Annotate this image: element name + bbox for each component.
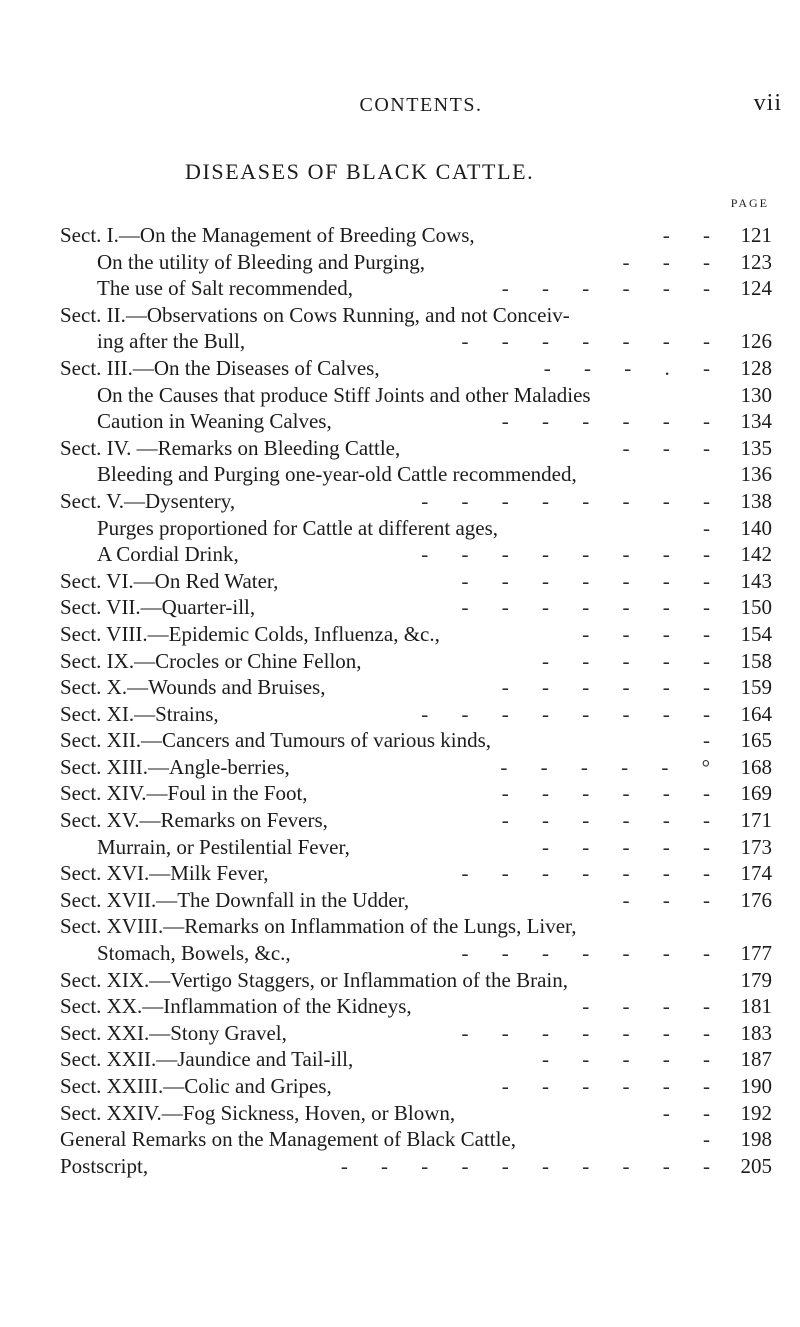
toc-entry-page: 176: [740, 887, 772, 912]
toc-entry: [60, 594, 772, 621]
toc-entry-title: The use of Salt recommended,: [97, 276, 353, 301]
toc-entry-leader: - - - - - -: [501, 781, 724, 806]
toc-entry-leader: - - - -: [582, 994, 724, 1019]
toc-entry-page: 135: [740, 435, 772, 460]
toc-entry-leader: - - - - - - -: [461, 941, 724, 966]
toc-entry-page: 140: [740, 515, 772, 540]
toc-entry: [60, 1073, 772, 1100]
page-folio: vii: [753, 90, 782, 116]
toc-entry-leader: - - - - - - -: [461, 329, 724, 354]
toc-entry-page: 128: [740, 355, 772, 380]
toc-entry: [60, 222, 772, 249]
toc-entry-page: 142: [740, 542, 772, 567]
toc-entry: [60, 275, 772, 302]
toc-entry-leader: - - - - - - -: [461, 1020, 724, 1045]
toc-entry-title: Sect. III.—On the Diseases of Calves,: [60, 355, 380, 380]
toc-entry-title: Caution in Weaning Calves,: [97, 409, 332, 434]
toc-entry-title: Sect. VIII.—Epidemic Colds, Influenza, &c.,: [60, 621, 440, 646]
toc-entry: [60, 382, 772, 409]
toc-entry-title: Sect. II.—Observations on Cows Running, and not Conceiv-: [60, 302, 570, 327]
toc-entry-page: 183: [740, 1020, 772, 1045]
toc-entry-page: 130: [740, 382, 772, 407]
toc-entry-leader: - - - - - - -: [461, 595, 724, 620]
toc-entry: [60, 807, 772, 834]
toc-entry-leader: - - - - - - -: [461, 568, 724, 593]
page-column-label: PAGE: [730, 196, 769, 210]
toc-entry-title: Sect. XXII.—Jaundice and Tail-ill,: [60, 1047, 354, 1072]
toc-entry-page: 174: [740, 861, 772, 886]
toc-entry-leader: - - - - - - -: [461, 861, 724, 886]
toc-entry-leader: - - - - -: [542, 1047, 724, 1072]
toc-entry-page: 154: [740, 621, 772, 646]
toc-entry-title: Sect. XII.—Cancers and Tumours of various kinds,: [60, 728, 492, 753]
toc-entry-page: 143: [740, 568, 772, 593]
toc-entry-title: Sect. XV.—Remarks on Fevers,: [60, 808, 328, 833]
toc-entry-page: 173: [740, 834, 772, 859]
toc-entry-page: 138: [740, 488, 772, 513]
toc-entry-title: General Remarks on the Management of Black Cattle,: [60, 1127, 517, 1152]
toc-entry: [60, 993, 772, 1020]
toc-entry-leader: - - - -: [582, 621, 724, 646]
toc-entry: [60, 834, 772, 861]
toc-entry-title: Sect. XXIII.—Colic and Gripes,: [60, 1074, 332, 1098]
running-head: [60, 90, 782, 124]
toc-entry: [60, 727, 772, 754]
toc-entry-leader: - - -: [622, 249, 724, 274]
toc-entry-leader: - - -: [622, 435, 724, 460]
toc-entry: [60, 1126, 772, 1153]
toc-entry: [60, 1153, 772, 1180]
toc-entry-leader: - - - - - -: [501, 808, 724, 833]
toc-entry: [60, 754, 772, 781]
toc-entry-title: Bleeding and Purging one-year-old Cattle recommended,: [97, 462, 577, 487]
toc-entry-page: 190: [740, 1074, 772, 1098]
toc-entry-title: Sect. XXIV.—Fog Sickness, Hoven, or Blown,: [60, 1100, 456, 1125]
toc-entry-title: Sect. X.—Wounds and Bruises,: [60, 675, 326, 700]
toc-entry-leader: - - - - - -: [501, 409, 724, 434]
toc-entry-page: 179: [740, 967, 772, 992]
toc-entry-leader: - -: [662, 1100, 724, 1125]
toc-entry: [60, 515, 772, 542]
toc-entry-page: 165: [740, 728, 772, 753]
toc-entry-leader: - - - - -: [542, 648, 724, 673]
toc-entry-title: Sect. XI.—Strains,: [60, 701, 219, 726]
toc-entry-leader: - - - - - -: [501, 675, 724, 700]
toc-entry: [60, 488, 772, 515]
toc-entry-title: Sect. I.—On the Management of Breeding Cows,: [60, 223, 475, 247]
toc-entry: [60, 1100, 772, 1127]
toc-entry: [60, 967, 772, 994]
toc-entry-title: Sect. XIX.—Vertigo Staggers, or Inflammation of the Brain,: [60, 967, 568, 992]
toc-entry-leader: - - - - - °: [500, 754, 724, 779]
toc-entry-title: Sect. XVI.—Milk Fever,: [60, 861, 269, 886]
toc-entry-title: Sect. XVII.—The Downfall in the Udder,: [60, 887, 410, 912]
toc-entry-title: Sect. XIII.—Angle-berries,: [60, 754, 290, 779]
toc-entry-leader: - - - - - -: [501, 1074, 724, 1098]
toc-entry: [60, 940, 772, 967]
toc-entry: [60, 1020, 772, 1047]
toc-entry-page: 136: [740, 462, 772, 487]
toc-entry-title: Sect. XVIII.—Remarks on Inflammation of the Lungs, Liver,: [60, 914, 577, 939]
toc-entry: [60, 860, 772, 887]
toc-entry-page: 158: [740, 648, 772, 673]
toc-entry-page: 164: [740, 701, 772, 726]
toc-entry-title: Sect. XXI.—Stony Gravel,: [60, 1020, 287, 1045]
toc-entry-leader: - - -: [622, 887, 724, 912]
toc-entry-page: 171: [740, 808, 772, 833]
toc-entry: [60, 621, 772, 648]
toc-entry-title: Murrain, or Pestilential Fever,: [97, 834, 350, 859]
toc-entry-page: 121: [740, 223, 772, 247]
toc-entry: [60, 648, 772, 675]
toc-entry-title: Sect. VII.—Quarter-ill,: [60, 595, 256, 620]
toc-entry-leader: - - - . -: [543, 355, 724, 380]
table-of-contents: [60, 222, 772, 1179]
toc-entry-title: A Cordial Drink,: [97, 542, 239, 567]
toc-entry-title: Sect. XX.—Inflammation of the Kidneys,: [60, 994, 412, 1019]
section-title: DISEASES OF BLACK CATTLE.: [185, 159, 535, 184]
toc-entry: [60, 674, 772, 701]
toc-entry: [60, 1046, 772, 1073]
toc-entry: [60, 328, 772, 355]
toc-entry: [60, 408, 772, 435]
toc-entry-page: 205: [740, 1153, 772, 1178]
toc-entry-leader: - - - - - - - -: [421, 488, 724, 513]
toc-entry-title: Sect. IX.—Crocles or Chine Fellon,: [60, 648, 362, 673]
toc-entry-title: ing after the Bull,: [97, 329, 246, 354]
toc-entry-page: 177: [740, 941, 772, 966]
toc-entry-title: Stomach, Bowels, &c.,: [97, 941, 291, 966]
toc-entry-page: 126: [740, 329, 772, 354]
toc-entry-page: 187: [740, 1047, 772, 1072]
toc-entry-leader: - - - - - - - - - -: [340, 1153, 724, 1178]
toc-entry-title: Sect. XIV.—Foul in the Foot,: [60, 781, 308, 806]
toc-entry-page: 181: [740, 994, 772, 1019]
toc-entry-leader: - - - - -: [542, 834, 724, 859]
toc-entry-page: 123: [740, 249, 772, 274]
toc-entry-title: On the utility of Bleeding and Purging,: [97, 249, 426, 274]
toc-entry: [60, 302, 772, 329]
running-head-title: CONTENTS.: [359, 94, 483, 116]
toc-entry-leader: - - - - - - - -: [421, 542, 724, 567]
toc-entry-leader: -: [703, 515, 724, 540]
toc-entry-leader: - - - - - - - -: [421, 701, 724, 726]
toc-entry-leader: -: [703, 1127, 724, 1152]
toc-entry-page: 150: [740, 595, 772, 620]
toc-entry: [60, 780, 772, 807]
toc-entry: [60, 249, 772, 276]
toc-entry: [60, 913, 772, 940]
toc-entry: [60, 887, 772, 914]
toc-entry-page: 134: [740, 409, 772, 434]
toc-entry-title: Postscript,: [60, 1153, 149, 1178]
toc-entry-page: 124: [740, 276, 772, 301]
toc-entry-title: Purges proportioned for Cattle at different ages,: [97, 515, 499, 540]
toc-entry-page: 169: [740, 781, 772, 806]
toc-entry-title: Sect. VI.—On Red Water,: [60, 568, 279, 593]
toc-entry: [60, 355, 772, 382]
toc-entry: [60, 435, 772, 462]
toc-entry-leader: -: [703, 728, 724, 753]
toc-entry: [60, 701, 772, 728]
toc-entry: [60, 461, 772, 488]
toc-entry-page: 159: [740, 675, 772, 700]
toc-entry-page: 168: [740, 754, 772, 779]
toc-entry-leader: - -: [662, 223, 724, 247]
toc-entry-page: 192: [740, 1100, 772, 1125]
toc-entry-title: Sect. IV. —Remarks on Bleeding Cattle,: [60, 435, 401, 460]
toc-entry-leader: - - - - - -: [501, 276, 724, 301]
toc-entry-page: 198: [740, 1127, 772, 1152]
toc-entry: [60, 541, 772, 568]
toc-entry-title: Sect. V.—Dysentery,: [60, 488, 236, 513]
toc-entry: [60, 568, 772, 595]
toc-entry-title: On the Causes that produce Stiff Joints and other Maladies: [97, 382, 591, 407]
